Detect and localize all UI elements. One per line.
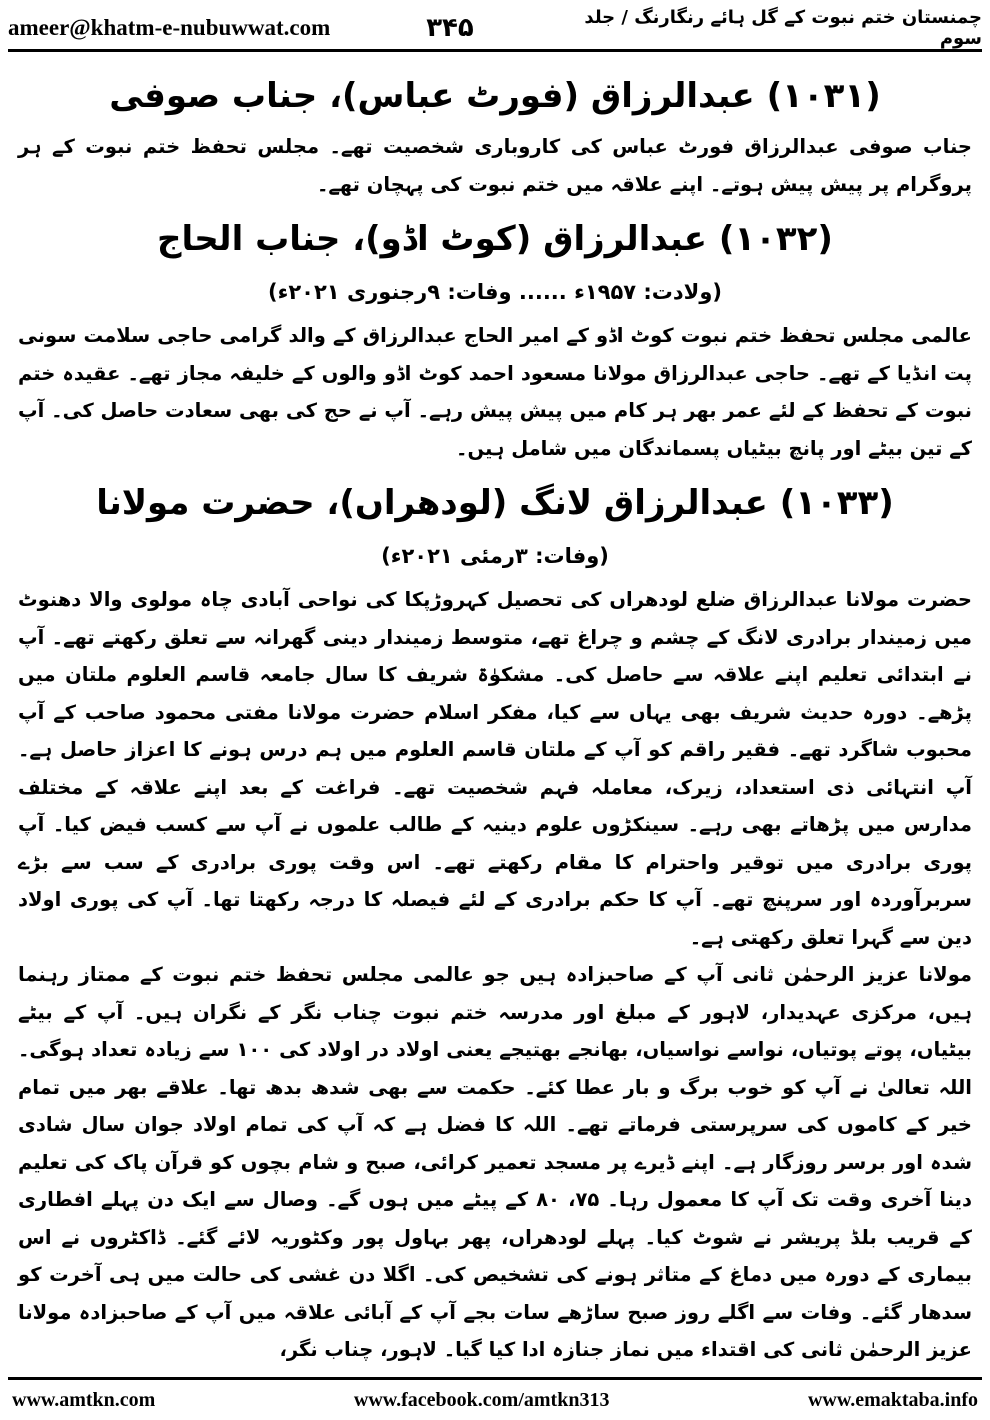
section-title: (۱۰۳۲) عبدالرزاق (کوٹ اڈو)، جناب الحاج — [157, 219, 833, 259]
footer-link-facebook: www.facebook.com/amtkn313 — [353, 1388, 610, 1411]
section-1032 — [18, 211, 972, 467]
section-dates: (ولادت: ۱۹۵۷ء ...... وفات: ۹رجنوری ۲۰۲۱ء) — [268, 280, 722, 304]
footer-rule — [8, 1377, 982, 1380]
header-email: ameer@khatm-e-nubuwwat.com — [8, 15, 331, 40]
section-dates: (وفات: ۳رمئی ۲۰۲۱ء) — [381, 544, 609, 568]
page-content — [18, 60, 972, 1370]
page-header — [8, 8, 982, 48]
section-title: (۱۰۳۱) عبدالرزاق (فورٹ عباس)، جناب صوفی — [109, 76, 881, 116]
book-title: چمنستان ختم نبوت کے گل ہائے رنگارنگ / جلد سوم — [584, 7, 982, 49]
paragraph: مولانا عزیز الرحمٰن ثانی آپ کے صاحبزادہ ہیں جو عالمی مجلس تحفظ ختم نبوت کے ممتاز رہنما ہیں، مرکزی عہدیدار، لاہور کے مبلغ اور مدرسہ ختم نبوت چناب نگر کے نگران ہیں۔ آپ کے بیٹے بیٹیاں، پوتے پوتیاں، نواسے نواسیاں، بھانجے بھتیجے یعنی اولاد در اولاد کی ۱۰۰ سے زیادہ تعداد ہوگی۔ اللہ تعالیٰ نے آپ کو خوب برگ و بار عطا کئے۔ حکمت سے بھی شدھ بدھ تھا۔ علاقے بھر میں تمام خیر کے کاموں کی سرپرستی فرماتے تھے۔ اللہ کا فضل ہے کہ آپ کی تمام اولاد جوان سال شادی شدہ اور برسر روزگار ہے۔ اپنے ڈیرے پر مسجد تعمیر کرائی، صبح و شام بچوں کو قرآن پاک کی تعلیم دینا آخری وقت تک آپ کا معمول رہا۔ ۷۵، ۸۰ کے پیٹے میں ہوں گے۔ وصال سے ایک دن پہلے افطاری کے قریب بلڈ پریشر نے شوٹ کیا۔ پہلے لودھراں، پھر بہاول پور وکٹوریہ لائے گئے۔ ڈاکٹروں نے اس بیماری کے دورہ میں دماغ کے متاثر ہونے کی تشخیص کی۔ اگلا دن غشی کی حالت میں ہی آخرت کو سدھار گئے۔ وفات سے اگلے روز صبح ساڑھے سات بجے آپ کے آبائی علاقہ میں آپ کے صاحبزادہ مولانا عزیز الرحمٰن ثانی کی اقتداء میں نماز جنازہ ادا کیا گیا۔ لاہور، چناب نگر، — [18, 963, 973, 1361]
paragraph: عالمی مجلس تحفظ ختم نبوت کوٹ اڈو کے امیر الحاج عبدالرزاق کے والد گرامی حاجی سلامت سونی پت انڈیا کے تھے۔ حاجی عبدالرزاق مولانا مسعود احمد کوٹ اڈو والوں کے خلیفہ مجاز تھے۔ عقیدہ ختم نبوت کے تحفظ کے لئے عمر بھر ہر کام میں پیش پیش رہے۔ آپ نے حج کی بھی سعادت حاصل کی۔ آپ کے تین بیٹے اور پانچ بیٹیاں پسماندگان میں شامل ہیں۔ — [18, 324, 972, 460]
section-title: (۱۰۳۳) عبدالرزاق لانگ (لودھراں)، حضرت مولانا — [96, 483, 894, 523]
paragraph: جناب صوفی عبدالرزاق فورٹ عباس کی کاروباری شخصیت تھے۔ مجلس تحفظ ختم نبوت کے ہر پروگرام پر پیش پیش ہوتے۔ اپنے علاقہ میں ختم نبوت کی پہچان تھے۔ — [18, 135, 972, 196]
page-number: ۳۴۵ — [426, 13, 474, 43]
paragraph: حضرت مولانا عبدالرزاق ضلع لودھراں کی تحصیل کہروڑپکا کی نواحی آبادی چاہ مولوی والا دھنوٹ میں زمیندار برادری لانگ کے چشم و چراغ تھے، متوسط زمیندار دینی گھرانہ سے تعلق رکھتے تھے۔ آپ نے ابتدائی تعلیم اپنے علاقہ سے حاصل کی۔ مشکوٰۃ شریف کا سال جامعہ قاسم العلوم ملتان میں پڑھے۔ دورہ حدیث شریف بھی یہاں سے کیا، مفکر اسلام حضرت مولانا مفتی محمود صاحب کے آپ محبوب شاگرد تھے۔ فقیر راقم کو آپ کے ملتان قاسم العلوم میں ہم درس ہونے کا اعزاز حاصل ہے۔ آپ انتہائی ذی استعداد، زیرک، معاملہ فہم شخصیت تھے۔ فراغت کے بعد اپنے علاقہ کے مختلف مدارس میں پڑھاتے بھی رہے۔ سینکڑوں علوم دینیہ کے طالب علموں نے آپ سے کسب فیض کیا۔ آپ پوری برادری میں توقیر واحترام کا مقام رکھتے تھے۔ اس وقت پوری برادری کے سب سے بڑے سربرآوردہ اور سرپنچ تھے۔ آپ کا حکم برادری کے لئے فیصلہ کا درجہ رکھتا تھا۔ آپ کی پوری اولاد دین سے گہرا تعلق رکھتی ہے۔ — [18, 588, 972, 949]
page-footer — [12, 1385, 978, 1415]
header-rule — [8, 49, 982, 52]
footer-link-emaktaba: www.emaktaba.info — [807, 1388, 978, 1411]
section-1031 — [18, 68, 972, 203]
footer-link-amtkn: www.amtkn.com — [12, 1388, 156, 1411]
section-1033 — [18, 475, 972, 1369]
